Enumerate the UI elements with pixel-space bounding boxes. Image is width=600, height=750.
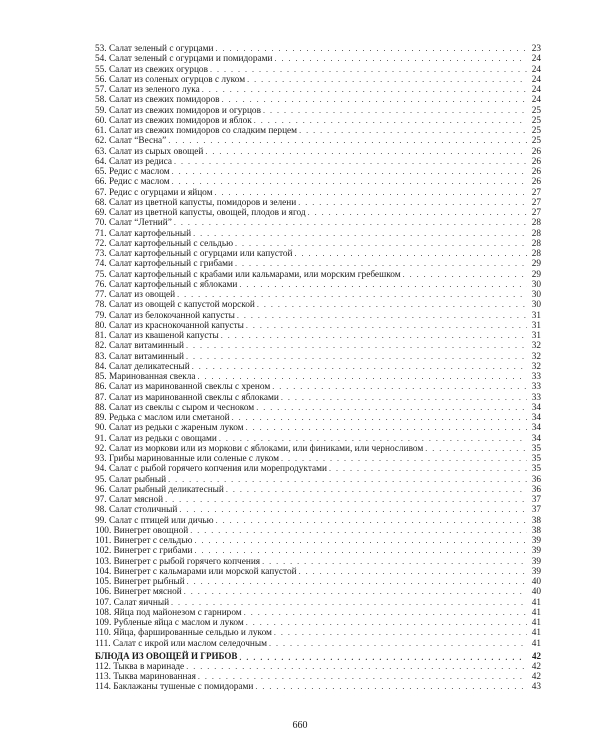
toc-entry-page: 24 (531, 95, 541, 106)
dot-leader (172, 167, 527, 177)
toc-entry-title: 88. Салат из свеклы с сыром и чесноком (95, 402, 255, 413)
dot-leader (246, 618, 527, 628)
dot-leader (239, 652, 527, 662)
dot-leader (247, 75, 527, 85)
toc-entry-title: 110. Яйца, фаршированные сельдью и луком (95, 628, 272, 639)
toc-entry (95, 239, 541, 249)
toc-entry (95, 434, 541, 444)
toc-entry-title: 76. Салат картофельный с яблоками (95, 279, 238, 290)
toc-entry-title: 71. Салат картофельный (95, 228, 192, 239)
toc-entry (95, 290, 541, 300)
toc-entry-page: 33 (531, 372, 541, 382)
dot-leader (257, 300, 527, 310)
toc-list (95, 44, 541, 649)
toc-entry-title: 112. Тыква в маринаде (95, 661, 185, 672)
toc-entry (95, 95, 541, 105)
toc-entry-page: 24 (531, 85, 541, 95)
dot-leader (232, 413, 527, 423)
dot-leader (263, 106, 527, 116)
toc-entry-page: 34 (531, 402, 541, 413)
toc-entry-title: 90. Салат из редьки с жареным луком (95, 423, 244, 434)
dot-leader (246, 321, 527, 331)
toc-entry-page: 30 (531, 290, 541, 300)
dot-leader (308, 208, 527, 218)
toc-entry (95, 639, 541, 649)
toc-entry (95, 577, 541, 587)
section-title: БЛЮДА ИЗ ОВОЩЕЙ И ГРИБОВ (95, 650, 238, 661)
toc-entry-page: 39 (531, 546, 541, 557)
toc-entry-page: 31 (531, 310, 541, 321)
toc-entry (95, 536, 541, 546)
toc-entry (95, 598, 541, 608)
toc-entry-page: 35 (531, 464, 541, 475)
dot-leader (235, 239, 527, 249)
toc-entry-title: 104. Винегрет с кальмарами или морской капустой (95, 566, 297, 577)
toc-entry-page: 34 (531, 433, 541, 444)
toc-entry-page: 41 (531, 607, 541, 618)
toc-entry-page: 27 (531, 187, 541, 198)
toc-entry (95, 85, 541, 95)
toc-entry-title: 107. Салат яичный (95, 597, 170, 608)
dot-leader (226, 485, 527, 495)
toc-entry-page: 31 (531, 320, 541, 331)
toc-entry (95, 208, 541, 218)
toc-entry-page: 37 (531, 495, 541, 505)
toc-entry-title: 114. Баклажаны тушеные с помидорами (95, 682, 254, 693)
toc-entry (95, 341, 541, 351)
toc-entry-title: 69. Салат из цветной капусты, овощей, плодов и ягод (95, 208, 306, 218)
toc-entry-title: 58. Салат из свежих помидоров (95, 95, 220, 106)
dot-leader (215, 188, 527, 198)
toc-entry-page: 43 (531, 682, 541, 693)
dot-leader (177, 290, 527, 300)
toc-entry-page: 32 (531, 351, 541, 362)
toc-entry (95, 311, 541, 321)
dot-leader (221, 331, 527, 341)
toc-entry (95, 331, 541, 341)
toc-entry-title: 85. Маринованная свекла (95, 372, 196, 382)
toc-entry-title: 97. Салат мясной (95, 495, 164, 505)
dot-leader (174, 218, 527, 228)
page-number: 660 (292, 720, 308, 731)
toc-entry (95, 321, 541, 331)
toc-entry-title: 92. Салат из моркови или из моркови с яблоками, или финиками, или черносливом (95, 443, 424, 454)
toc-entry-page: 35 (531, 454, 541, 464)
toc-entry-title: 80. Салат из краснокочанной капусты (95, 320, 244, 331)
toc-entry-page: 33 (531, 382, 541, 393)
toc-entry (95, 587, 541, 597)
dot-leader (186, 352, 527, 362)
toc-entry-page: 24 (531, 74, 541, 85)
dot-leader (198, 672, 527, 682)
dot-leader (254, 116, 527, 126)
toc-entry-page: 26 (531, 167, 541, 177)
toc-entry-page: 42 (531, 672, 541, 682)
toc-entry-page: 28 (531, 218, 541, 229)
toc-entry (95, 423, 541, 433)
toc-entry-page: 36 (531, 474, 541, 485)
toc-entry (95, 218, 541, 228)
toc-entry-page: 39 (531, 556, 541, 567)
dot-leader (425, 444, 527, 454)
dot-leader (202, 85, 527, 95)
toc-entry-title: 106. Винегрет мясной (95, 587, 182, 598)
toc-entry-title: 82. Салат витаминный (95, 341, 184, 352)
toc-entry-title: 54. Салат зеленый с огурцами и помидорами (95, 54, 273, 65)
toc-entry (95, 682, 541, 692)
dot-leader (295, 249, 527, 259)
toc-entry (95, 444, 541, 454)
dot-leader (216, 516, 527, 526)
toc-entry (95, 136, 541, 146)
toc-entry (95, 126, 541, 136)
toc-entry (95, 546, 541, 556)
toc-entry-page: 26 (531, 177, 541, 188)
toc-entry (95, 157, 541, 167)
dot-leader (172, 177, 527, 187)
toc-entry (95, 75, 541, 85)
dot-leader (194, 546, 527, 556)
toc-entry-page: 36 (531, 484, 541, 495)
toc-entry (95, 393, 541, 403)
toc-entry-page: 27 (531, 197, 541, 208)
dot-leader (272, 382, 527, 392)
toc-entry-title: 78. Салат из овощей с капустой морской (95, 300, 255, 311)
toc-entry (95, 516, 541, 526)
dot-leader (298, 198, 527, 208)
toc-entry-title: 59. Салат из свежих помидоров и огурцов (95, 105, 261, 116)
toc-entry-title: 73. Салат картофельный с огурцами или капустой (95, 249, 293, 259)
toc-entry (95, 65, 541, 75)
toc-entry-page: 25 (531, 126, 541, 136)
dot-leader (216, 44, 527, 54)
toc-entry-page: 25 (531, 105, 541, 116)
dot-leader (329, 464, 527, 474)
toc-entry-page: 41 (531, 618, 541, 628)
dot-leader (186, 341, 527, 351)
toc-entry (95, 454, 541, 464)
toc-entry-page: 29 (531, 259, 541, 270)
toc-entry-title: 62. Салат “Весна” (95, 136, 167, 147)
dot-leader (205, 147, 527, 157)
toc-entry (95, 672, 541, 682)
toc-entry (95, 526, 541, 536)
toc-entry-page: 35 (531, 443, 541, 454)
toc-entry-page: 28 (531, 228, 541, 239)
toc-entry (95, 372, 541, 382)
toc-entry (95, 628, 541, 638)
dot-leader (269, 639, 527, 649)
table-of-contents (95, 44, 541, 693)
toc-entry-page: 34 (531, 413, 541, 423)
toc-entry-title: 70. Салат “Летний” (95, 218, 172, 229)
toc-entry-title: 94. Салат с рыбой горячего копчения или морепродуктами (95, 464, 327, 475)
toc-entry-page: 29 (531, 269, 541, 280)
toc-entry-title: 95. Салат рыбный (95, 474, 167, 485)
toc-entry-title: 109. Рубленые яйца с маслом и луком (95, 618, 244, 628)
toc-entry-page: 41 (531, 638, 541, 649)
toc-entry-title: 63. Салат из сырых овощей (95, 146, 204, 157)
dot-leader (219, 434, 527, 444)
toc-entry-title: 89. Редька с маслом или сметаной (95, 413, 230, 423)
toc-entry-title: 53. Салат зеленый с огурцами (95, 44, 214, 54)
toc-entry-page: 26 (531, 156, 541, 167)
toc-entry (95, 177, 541, 187)
toc-entry-title: 55. Салат из свежих огурцов (95, 64, 208, 75)
dot-leader (274, 628, 527, 638)
toc-entry-page: 25 (531, 136, 541, 147)
toc-entry-title: 57. Салат из зеленого лука (95, 85, 200, 95)
toc-entry-title: 86. Салат из маринованной свеклы с хреном (95, 382, 271, 393)
toc-entry-title: 101. Винегрет с сельдью (95, 536, 193, 546)
dot-leader (255, 682, 527, 692)
toc-entry-title: 96. Салат рыбный деликатесный (95, 484, 224, 495)
dot-leader (168, 475, 527, 485)
toc-entry-page: 42 (531, 661, 541, 672)
toc-entry-title: 66. Редис с маслом (95, 177, 170, 188)
toc-entry-title: 91. Салат из редьки с овощами (95, 433, 217, 444)
toc-entry-page: 34 (531, 423, 541, 434)
toc-entry-title: 103. Винегрет с рыбой горячего копчения (95, 556, 261, 567)
toc-entry (95, 362, 541, 372)
toc-entry-title: 84. Салат деликатесный (95, 361, 190, 372)
toc-entry-title: 93. Грибы маринованные или соленые с луком (95, 454, 280, 464)
dot-leader (210, 65, 527, 75)
toc-entry-page: 24 (531, 64, 541, 75)
toc-entry (95, 464, 541, 474)
toc-entry-title: 68. Салат из цветной капусты, помидоров и зелени (95, 197, 297, 208)
toc-entry-page: 28 (531, 238, 541, 249)
dot-leader (179, 505, 527, 515)
toc-entry-page: 30 (531, 300, 541, 311)
dot-leader (192, 362, 527, 372)
dot-leader (190, 526, 527, 536)
toc-entry-title: 74. Салат картофельный с грибами (95, 259, 234, 270)
toc-entry (95, 249, 541, 259)
toc-entry-page: 40 (531, 587, 541, 598)
toc-entry-page: 30 (531, 279, 541, 290)
dot-leader (222, 95, 527, 105)
toc-entry-page: 26 (531, 146, 541, 157)
dot-leader (237, 311, 527, 321)
toc-entry-title: 113. Тыква маринованная (95, 672, 196, 682)
toc-entry-page: 38 (531, 525, 541, 536)
toc-entry-page: 28 (531, 249, 541, 259)
toc-entry (95, 300, 541, 310)
dot-leader (186, 662, 527, 672)
toc-entry-title: 99. Салат с птицей или дичью (95, 515, 214, 526)
toc-entry-page: 32 (531, 341, 541, 352)
toc-entry-title: 77. Салат из овощей (95, 290, 176, 300)
toc-entry-page: 41 (531, 597, 541, 608)
dot-leader (198, 372, 527, 382)
section-page-number: 42 (532, 650, 541, 661)
dot-leader (194, 536, 527, 546)
toc-entry (95, 485, 541, 495)
toc-entry (95, 403, 541, 413)
toc-entry-page: 37 (531, 505, 541, 516)
toc-entry (95, 106, 541, 116)
section-heading (95, 651, 541, 662)
toc-entry-title: 79. Салат из белокочанной капусты (95, 310, 235, 321)
toc-entry-title: 87. Салат из маринованной свеклы с яблоками (95, 392, 279, 403)
toc-entry (95, 44, 541, 54)
toc-entry-title: 65. Редис с маслом (95, 167, 170, 177)
toc-entry-page: 33 (531, 392, 541, 403)
dot-leader (168, 136, 527, 146)
toc-entry-title: 83. Салат витаминный (95, 351, 184, 362)
toc-entry (95, 618, 541, 628)
dot-leader (256, 403, 527, 413)
toc-entry-page: 40 (531, 577, 541, 587)
toc-entry-page: 39 (531, 566, 541, 577)
toc-entry (95, 495, 541, 505)
toc-entry (95, 147, 541, 157)
toc-entry (95, 608, 541, 618)
toc-entry (95, 167, 541, 177)
dot-leader (235, 259, 527, 269)
dot-leader (281, 454, 527, 464)
toc-entry-title: 81. Салат из квашеной капусты (95, 331, 219, 341)
toc-entry-title: 60. Салат из свежих помидоров и яблок (95, 115, 252, 126)
dot-leader (281, 393, 527, 403)
toc-entry-page: 24 (531, 54, 541, 65)
toc-entry-page: 41 (531, 628, 541, 639)
toc-entry-title: 108. Яйца под майонезом с гарниром (95, 607, 242, 618)
toc-entry (95, 505, 541, 515)
toc-entry (95, 270, 541, 280)
toc-list (95, 662, 541, 693)
dot-leader (193, 229, 527, 239)
toc-entry (95, 54, 541, 64)
toc-entry (95, 198, 541, 208)
dot-leader (239, 280, 527, 290)
dot-leader (165, 495, 527, 505)
toc-entry-page: 27 (531, 208, 541, 218)
toc-entry-title: 61. Салат из свежих помидоров со сладким перцем (95, 126, 298, 136)
toc-entry-page: 38 (531, 515, 541, 526)
toc-entry-page: 31 (531, 331, 541, 341)
toc-entry-title: 98. Салат столичный (95, 505, 178, 516)
dot-leader (299, 567, 527, 577)
toc-entry (95, 116, 541, 126)
toc-entry-title: 67. Редис с огурцами и яйцом (95, 187, 213, 198)
toc-entry (95, 229, 541, 239)
dot-leader (174, 157, 527, 167)
toc-entry-title: 111. Салат с икрой или маслом селедочным (95, 638, 267, 649)
toc-entry (95, 413, 541, 423)
toc-entry-page: 39 (531, 536, 541, 546)
toc-entry-page: 25 (531, 115, 541, 126)
dot-leader (262, 557, 527, 567)
dot-leader (403, 270, 527, 280)
toc-entry-page: 23 (531, 44, 541, 54)
toc-entry (95, 475, 541, 485)
toc-entry (95, 280, 541, 290)
toc-entry-title: 100. Винегрет овощной (95, 525, 189, 536)
toc-entry (95, 557, 541, 567)
toc-entry-title: 56. Салат из соленых огурцов с луком (95, 74, 246, 85)
dot-leader (184, 587, 527, 597)
toc-entry-title: 102. Винегрет с грибами (95, 546, 193, 557)
toc-entry-title: 75. Салат картофельный с крабами или кальмарами, или морским гребешком (95, 269, 401, 280)
dot-leader (299, 126, 527, 136)
toc-entry (95, 259, 541, 269)
toc-entry-title: 72. Салат картофельный с сельдью (95, 238, 234, 249)
dot-leader (171, 598, 527, 608)
toc-entry-title: 105. Винегрет рыбный (95, 577, 185, 587)
dot-leader (246, 423, 527, 433)
toc-entry (95, 382, 541, 392)
toc-entry (95, 352, 541, 362)
toc-entry (95, 567, 541, 577)
toc-entry-page: 32 (531, 361, 541, 372)
toc-entry (95, 662, 541, 672)
dot-leader (244, 608, 527, 618)
toc-entry (95, 188, 541, 198)
dot-leader (274, 54, 527, 64)
dot-leader (187, 577, 527, 587)
toc-entry-title: 64. Салат из редиса (95, 156, 172, 167)
